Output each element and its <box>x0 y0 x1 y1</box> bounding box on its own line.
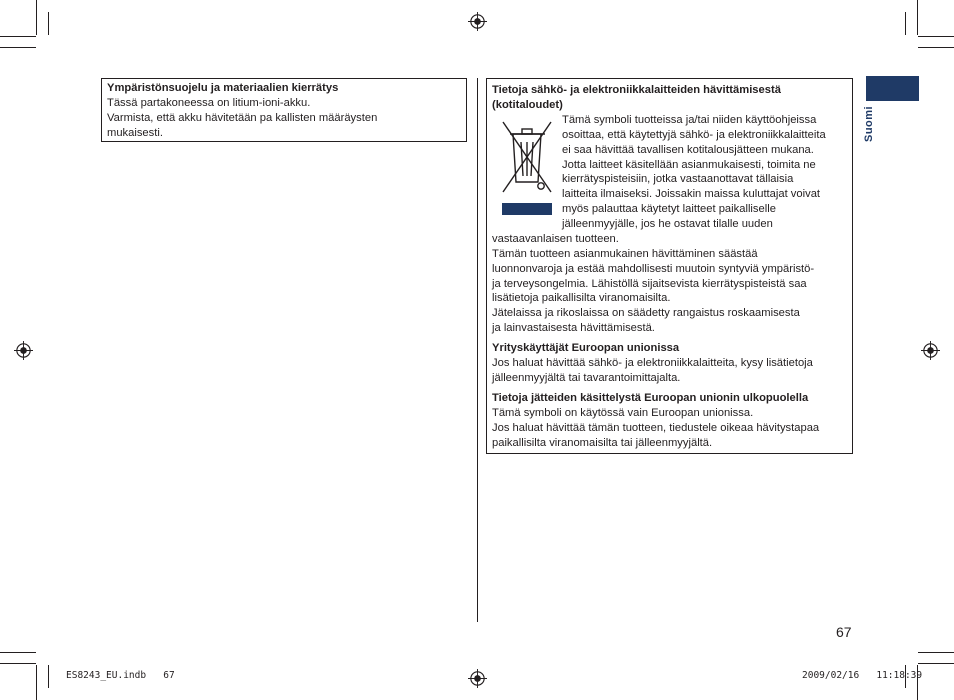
crop-mark-icon <box>0 652 36 653</box>
disposal-text-line: ja terveysongelmia. Lähistöllä sijaitsevista kierrätyspisteistä saa <box>492 277 807 290</box>
disposal-text-line: ja lainvastaisesta hävittämisestä. <box>492 322 655 335</box>
disposal-text-line: jälleenmyyjälle, jos he ostavat tilalle uuden <box>562 218 773 231</box>
disposal-text-line: vastaavanlaisen tuotteen. <box>492 232 619 245</box>
crop-mark-icon <box>918 47 954 48</box>
business-users-title: Yrityskäyttäjät Euroopan unionissa <box>492 342 680 355</box>
registration-target-icon <box>14 341 33 360</box>
environment-text-line: mukaisesti. <box>107 126 163 139</box>
disposal-text-line: kierrätyspisteisiin, jotka vastaanottavat tällaisia <box>562 173 794 186</box>
crop-mark-icon <box>36 665 37 700</box>
crop-mark-icon <box>0 36 36 37</box>
business-users-line: jälleenmyyjältä tai tavarantoimittajalta. <box>492 371 681 384</box>
crop-mark-icon <box>48 665 49 688</box>
disposal-text-line: lisätietoja paikallisilta viranomaisilta. <box>492 292 671 305</box>
crop-mark-icon <box>0 47 36 48</box>
registration-target-icon <box>921 341 940 360</box>
registration-target-icon <box>468 669 487 688</box>
page-number: 67 <box>836 624 852 640</box>
crop-mark-icon <box>48 12 49 35</box>
environment-box <box>101 78 467 142</box>
crossed-out-wheelie-bin-icon <box>501 120 553 219</box>
business-users-line: Jos haluat hävittää sähkö- ja elektroniikkalaitteita, kysy lisätietoja <box>492 357 813 370</box>
crop-mark-icon <box>36 0 37 35</box>
footer-file: ES8243_EU.indb 67 <box>66 670 175 681</box>
disposal-text-line: osoittaa, että käytettyjä sähkö- ja elektroniikkalaitteita <box>562 128 826 141</box>
crop-mark-icon <box>905 12 906 35</box>
disposal-text-line: luonnonvaroja ja estää mahdollisesti muutoin syntyviä ympäristö- <box>492 262 815 275</box>
disposal-box <box>486 78 853 454</box>
footer-timestamp: 2009/02/16 11:18:39 <box>802 670 923 681</box>
crop-mark-icon <box>918 663 954 664</box>
outside-eu-line: Tämä symboli on käytössä vain Euroopan unionissa. <box>492 406 754 419</box>
crop-mark-icon <box>917 0 918 35</box>
environment-text-line: Varmista, että akku hävitetään pa kallisten määräysten <box>107 111 378 124</box>
disposal-text-line: Tämä symboli tuotteissa ja/tai niiden käyttöohjeissa <box>562 113 817 126</box>
disposal-text-line: myös palauttaa käytetyt laitteet paikalliselle <box>562 203 776 216</box>
outside-eu-line: paikallisilta viranomaisilta tai jälleenmyyjältä. <box>492 436 713 449</box>
crop-mark-icon <box>0 663 36 664</box>
column-divider <box>477 78 478 622</box>
language-tab-label: Suomi <box>863 105 875 142</box>
registration-target-icon <box>468 12 487 31</box>
disposal-text-line: Jätelaissa ja rikoslaissa on säädetty rangaistus roskaamisesta <box>492 307 800 320</box>
disposal-text-line: Tämän tuotteen asianmukainen hävittäminen säästää <box>492 247 758 260</box>
crop-mark-icon <box>918 36 954 37</box>
outside-eu-title: Tietoja jätteiden käsittelystä Euroopan unionin ulkopuolella <box>492 391 809 404</box>
disposal-text-line: laitteita ilmaiseksi. Joissakin maissa kuluttajat voivat <box>562 188 821 201</box>
disposal-text-line: ei saa hävittää tavallisen kotitalousjätteen mukana. <box>562 143 814 156</box>
outside-eu-line: Jos haluat hävittää tämän tuotteen, tiedustele oikeaa hävitystapaa <box>492 421 820 434</box>
disposal-text-line: Jotta laitteet käsitellään asianmukaisesti, toimita ne <box>562 158 816 171</box>
language-tab <box>866 76 919 101</box>
environment-text-line: Tässä partakoneessa on litium-ioni-akku. <box>107 96 311 109</box>
environment-title: Ympäristönsuojelu ja materiaalien kierrätys <box>107 82 339 94</box>
disposal-title-sub: (kotitaloudet) <box>492 98 563 111</box>
disposal-title: Tietoja sähkö- ja elektroniikkalaitteiden hävittämisestä <box>492 84 781 96</box>
crop-mark-icon <box>918 652 954 653</box>
